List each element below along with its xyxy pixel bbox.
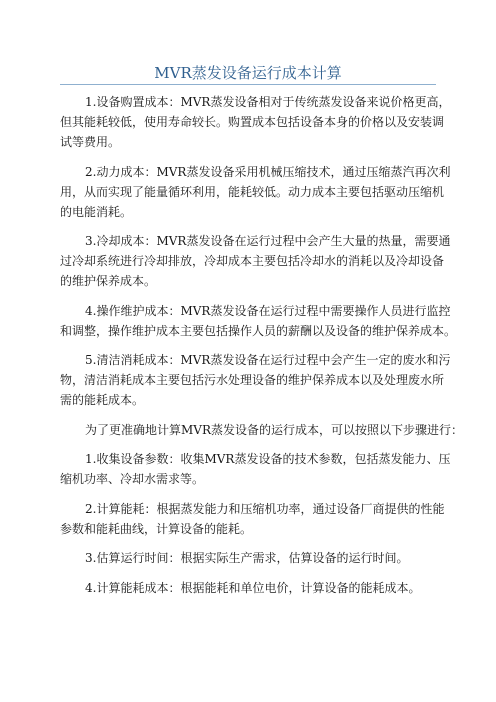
paragraph — [60, 449, 451, 489]
paragraph-line: 2.动力成本：MVR蒸发设备采用机械压缩技术，通过压缩蒸汽再次利 — [85, 164, 451, 179]
paragraph-line: 缩机功率、冷却水需求等。 — [60, 472, 205, 486]
paragraph — [60, 301, 457, 341]
title-underline — [60, 84, 436, 85]
paragraph-line: 1.收集设备参数：收集MVR蒸发设备的技术参数，包括蒸发能力、压 — [85, 452, 451, 466]
paragraph-line: 的维护保养成本。 — [60, 274, 157, 288]
paragraph-line: 试等费用。 — [60, 135, 121, 149]
paragraph — [60, 548, 440, 568]
paragraph-line: 用，从而实现了能量循环利用，能耗较低。动力成本主要包括驱动压缩机 — [60, 184, 445, 199]
paragraph-line: 4.计算能耗成本：根据能耗和单位电价，计算设备的能耗成本。 — [85, 580, 421, 595]
paragraph — [60, 499, 445, 539]
paragraph-line: 为了更准确地计算MVR蒸发设备的运行成本，可以按照以下步骤进行： — [85, 422, 463, 437]
paragraph-line: 需的能耗成本。 — [60, 393, 145, 407]
paragraph-line: 的电能消耗。 — [60, 204, 133, 219]
paragraph-line: 4.操作维护成本：MVR蒸发设备在运行过程中需要操作人员进行监控 — [85, 303, 451, 318]
paragraph-line: 和调整，操作维护成本主要包括操作人员的薪酬以及设备的维护保养成本。 — [60, 323, 457, 338]
paragraph — [60, 162, 451, 222]
paragraph-line: 3.冷却成本：MVR蒸发设备在运行过程中会产生大量的热量，需要通 — [85, 234, 451, 248]
paragraph-line: 2.计算能耗：根据蒸发能力和压缩机功率，通过设备厂商提供的性能 — [85, 501, 445, 516]
paragraph-line: 参数和能耗曲线，计算设备的能耗。 — [60, 521, 253, 536]
paragraph-line: 3.估算运行时间：根据实际生产需求，估算设备的运行时间。 — [85, 551, 409, 565]
paragraph — [60, 231, 451, 291]
paragraph-line: 1.设备购置成本：MVR蒸发设备相对于传统蒸发设备来说价格更高， — [85, 95, 451, 109]
paragraph-line: 但其能耗较低，使用寿命较长。购置成本包括设备本身的价格以及安装调 — [60, 115, 445, 129]
paragraph-line: 5.清洁消耗成本：MVR蒸发设备在运行过程中会产生一定的废水和污 — [85, 353, 451, 367]
paragraph — [60, 578, 440, 598]
paragraph — [60, 350, 451, 410]
paragraph-line: 过冷却系统进行冷却排放，冷却成本主要包括冷却水的消耗以及冷却设备 — [60, 254, 445, 268]
document-title: MVR蒸发设备运行成本计算 — [154, 64, 342, 82]
document-body — [60, 92, 463, 607]
paragraph-line: 物，清洁消耗成本主要包括污水处理设备的维护保养成本以及处理废水所 — [60, 373, 445, 387]
paragraph — [60, 92, 451, 152]
paragraph — [60, 420, 463, 440]
